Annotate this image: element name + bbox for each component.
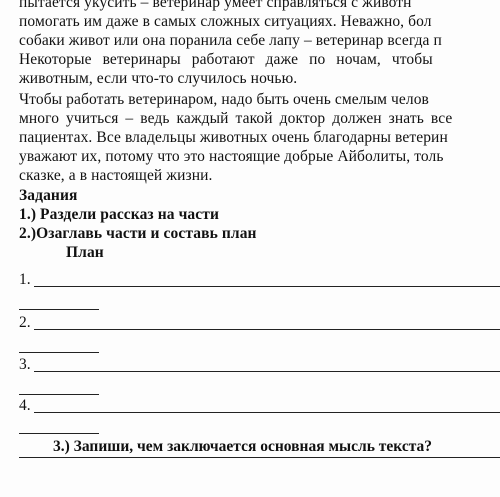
plan-item-number: 4. [19,397,31,414]
plan-item-3[interactable] [19,355,500,374]
plan-item-1[interactable] [19,270,500,289]
short-answer-rule [19,352,99,353]
story-line-1: пытается укусить – ветеринар умеет справляться с животн [19,0,412,11]
answer-rule [34,371,500,372]
story-line-6: Чтобы работать ветеринаром, надо быть очень смелым челов [19,91,429,108]
plan-item-number: 2. [19,314,31,331]
tasks-heading: Задания [19,187,78,204]
short-answer-rule [19,433,99,434]
task-2: 2.)Озаглавь части и составь план [19,225,257,242]
answer-rule [34,286,500,287]
task-3: 3.) Запиши, чем заключается основная мысль текста? [53,438,433,455]
short-answer-rule [19,394,99,395]
story-line-7: много учиться – ведь каждый такой доктор должен знать все [19,110,453,127]
short-answer-rule [19,309,99,310]
story-line-4: Некоторые ветеринары работают даже по ночам, чтобы [19,51,433,68]
story-line-10: сказке, а в настоящей жизни. [19,167,213,184]
plan-heading: План [66,244,104,261]
plan-item-2[interactable] [19,313,500,332]
story-line-8: пациентах. Все владельцы животных очень благодарны ветерин [19,129,448,146]
story-line-5: животным, если что-то случилось ночью. [19,70,298,87]
task-3-row[interactable] [19,437,500,458]
story-line-3: собаки живот или она поранила себе лапу – ветеринар всегда п [19,32,442,49]
task-1: 1.) Раздели рассказ на части [19,206,220,223]
story-line-9: уважают их, потому что это настоящие добрые Айболиты, толь [19,148,444,165]
answer-rule [34,329,500,330]
plan-item-number: 1. [19,271,31,288]
answer-rule [34,412,500,413]
plan-item-number: 3. [19,356,31,373]
story-line-2: помогать им даже в самых сложных ситуациях. Неважно, бол [19,13,432,30]
plan-item-4[interactable] [19,396,500,415]
